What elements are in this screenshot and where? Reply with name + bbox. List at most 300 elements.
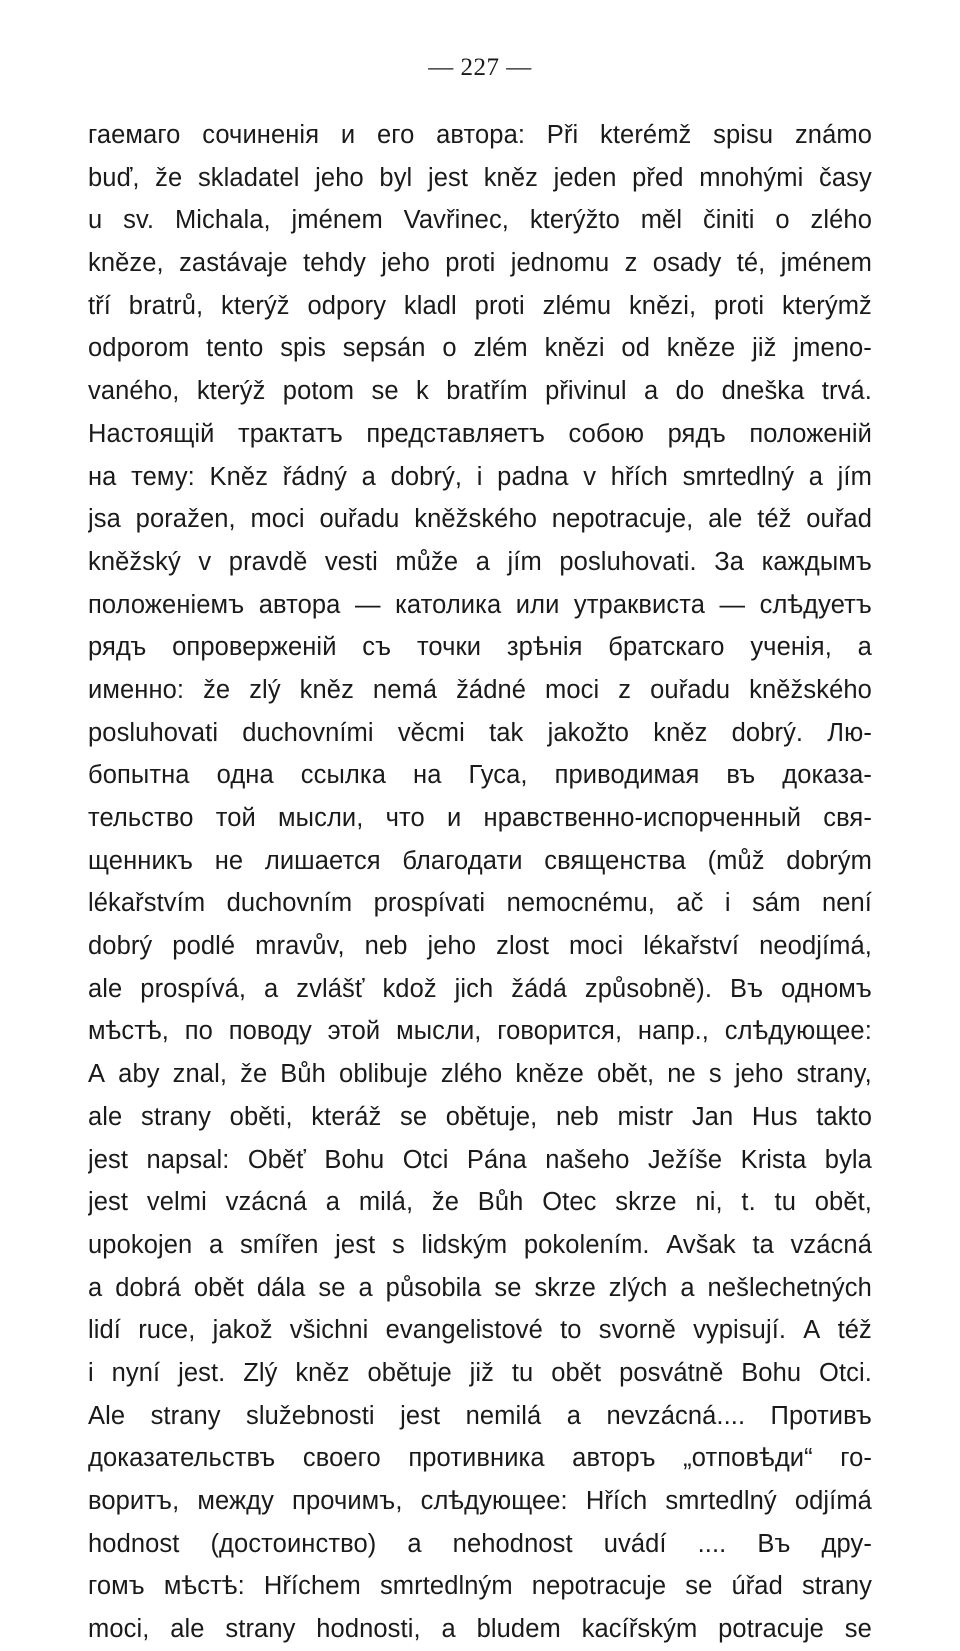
word: этой xyxy=(327,1017,381,1046)
word: t. xyxy=(741,1188,756,1217)
text-line xyxy=(88,1139,872,1182)
word: tu xyxy=(774,1188,797,1217)
word: též xyxy=(757,505,792,534)
word: ouřadu xyxy=(650,675,731,704)
word: lékařství xyxy=(643,932,740,961)
word: благодати xyxy=(402,846,523,875)
word: говорится, xyxy=(497,1017,623,1046)
word: щенникъ xyxy=(88,846,194,875)
word: obět xyxy=(193,1273,244,1302)
word: Michala, xyxy=(174,206,271,235)
word: svorně xyxy=(598,1316,676,1345)
word: nevzácná.... xyxy=(606,1401,746,1430)
word: a xyxy=(325,1188,341,1217)
word: слѣдуетъ xyxy=(759,590,872,619)
text-line xyxy=(88,1010,872,1053)
word: i xyxy=(724,889,731,918)
text-line xyxy=(88,840,872,883)
word: nemá xyxy=(372,675,438,704)
page-number: — 227 — xyxy=(428,54,532,81)
word: автора: xyxy=(436,121,526,149)
word: ouřadu xyxy=(319,505,400,534)
word: ale xyxy=(170,1615,205,1644)
word: Въ xyxy=(730,974,764,1003)
text-line xyxy=(88,1352,872,1395)
word: s xyxy=(391,1230,405,1259)
text-line xyxy=(88,1224,872,1267)
word: smrtedlným xyxy=(379,1572,513,1601)
word: положеній xyxy=(749,419,872,448)
word: jeden xyxy=(553,163,617,192)
word: Bohu xyxy=(324,1145,385,1174)
word: tehdy xyxy=(303,249,366,278)
word: jím xyxy=(507,547,542,576)
word: že xyxy=(203,675,231,704)
word: рядъ xyxy=(88,633,147,662)
word: мысли, xyxy=(396,1017,482,1046)
word: neb xyxy=(364,932,408,961)
word: A xyxy=(803,1316,821,1345)
word: v xyxy=(583,462,597,491)
word: mistr xyxy=(617,1102,674,1131)
word: zlému xyxy=(542,291,612,320)
word: i xyxy=(476,462,483,491)
word: sám xyxy=(752,889,801,918)
word: За xyxy=(714,547,745,576)
word: jeho xyxy=(734,1060,784,1089)
word: Avšak xyxy=(666,1230,736,1259)
word: a xyxy=(407,1529,422,1558)
text-line xyxy=(88,669,872,712)
word: ученія, xyxy=(750,633,832,662)
word: a xyxy=(361,462,376,491)
word: kterýž xyxy=(221,291,290,320)
text-line xyxy=(88,1523,872,1566)
word: приводимая xyxy=(554,761,700,790)
word: священства xyxy=(544,846,686,875)
word: neodjímá, xyxy=(759,932,872,961)
word: kněz xyxy=(483,163,538,192)
word: ouřad xyxy=(806,505,872,534)
word: oběti, xyxy=(229,1102,293,1131)
word: byla xyxy=(824,1145,872,1174)
word: a xyxy=(566,1401,582,1430)
word: není xyxy=(821,889,872,918)
word: kněz xyxy=(299,675,354,704)
word: úřad xyxy=(731,1572,783,1601)
word: uvádí xyxy=(603,1529,667,1558)
word: kteráž xyxy=(311,1102,382,1131)
word: Při xyxy=(546,121,579,149)
word: strany xyxy=(225,1615,296,1644)
text-line xyxy=(88,498,872,541)
word: obět, xyxy=(596,1060,655,1089)
word: въ xyxy=(726,761,756,790)
word: strany xyxy=(801,1572,872,1601)
word: dobrý xyxy=(88,932,153,961)
word: milá, xyxy=(358,1188,414,1217)
word: трактатъ xyxy=(237,419,343,448)
word: zlého xyxy=(440,1060,503,1089)
word: утраквиста xyxy=(573,590,705,619)
word: se xyxy=(318,1273,346,1302)
word: го- xyxy=(840,1444,872,1473)
word: vaného, xyxy=(88,377,180,406)
word: nepotracuje xyxy=(531,1572,667,1601)
word: posluhovati xyxy=(88,718,219,747)
word: žádá xyxy=(511,974,567,1003)
word: дру- xyxy=(821,1529,872,1558)
word: Jan xyxy=(691,1102,734,1131)
word: доказательствъ xyxy=(88,1444,276,1473)
word: jest xyxy=(88,1188,129,1217)
word: měl xyxy=(640,206,683,235)
word: Противъ xyxy=(770,1401,872,1430)
text-line xyxy=(88,712,872,755)
word: a xyxy=(644,377,659,406)
word: padna xyxy=(497,462,569,491)
word: posvátně xyxy=(619,1358,724,1387)
text-line xyxy=(88,1053,872,1096)
word: hodnost xyxy=(88,1529,180,1558)
word: jakožto xyxy=(547,718,630,747)
word: že xyxy=(240,1060,268,1089)
text-line xyxy=(88,157,872,200)
word: одна xyxy=(216,761,274,790)
word: zastávaje xyxy=(179,249,288,278)
word: автора xyxy=(258,590,341,619)
word: knězi, xyxy=(628,291,697,320)
word: moci xyxy=(250,505,305,534)
word: одномъ xyxy=(781,974,872,1003)
word: obětuje xyxy=(367,1358,452,1387)
word: dobrá xyxy=(115,1273,181,1302)
word: vzácná xyxy=(790,1230,872,1259)
word: tak xyxy=(489,718,524,747)
word: napsal: xyxy=(146,1145,230,1174)
word: to xyxy=(560,1316,582,1345)
text-line xyxy=(88,626,872,669)
word: Ale xyxy=(88,1401,126,1430)
text-line xyxy=(88,882,872,925)
word: слѣдующее: xyxy=(420,1487,568,1515)
word: kněze, xyxy=(88,249,164,278)
word: Krista xyxy=(740,1145,807,1174)
word: — xyxy=(354,590,381,619)
word: jest xyxy=(400,1401,441,1430)
word: aby xyxy=(118,1060,160,1089)
word: duchovními xyxy=(242,718,374,747)
text-line xyxy=(88,199,872,242)
text-line xyxy=(88,1480,872,1523)
word: тему: xyxy=(131,462,195,491)
word: služebnosti xyxy=(246,1401,375,1430)
word: přivinul xyxy=(545,377,627,406)
word: Bůh xyxy=(280,1060,326,1089)
word: do xyxy=(675,377,705,406)
word: podlé xyxy=(172,932,236,961)
word: evangelistové xyxy=(385,1316,543,1345)
word: mnohými xyxy=(699,163,804,192)
word: ale xyxy=(88,974,123,1003)
word: Kněz xyxy=(209,462,269,491)
word: по xyxy=(184,1017,213,1046)
word: tu xyxy=(511,1358,534,1387)
word: strany xyxy=(140,1102,212,1131)
word: dneška xyxy=(721,377,805,406)
word: proti xyxy=(474,291,525,320)
text-line xyxy=(88,327,872,370)
word: prospívá, xyxy=(140,974,247,1003)
word: v xyxy=(198,547,212,576)
word: též xyxy=(837,1316,872,1345)
word: neb xyxy=(555,1102,599,1131)
word: se xyxy=(371,377,399,406)
word: между xyxy=(197,1487,274,1515)
word: že xyxy=(155,163,183,192)
word: časy xyxy=(819,163,872,192)
word: jím xyxy=(837,462,872,491)
word: (достоинство) xyxy=(210,1529,377,1558)
word: dála xyxy=(256,1273,306,1302)
text-line xyxy=(88,1267,872,1310)
word: kněze xyxy=(515,1060,584,1089)
word: tento xyxy=(206,334,264,363)
word: takto xyxy=(816,1102,872,1131)
word: jménem xyxy=(291,206,383,235)
word: o xyxy=(775,206,790,235)
word: рядъ xyxy=(667,419,726,448)
word: jeho xyxy=(381,249,430,278)
word: již xyxy=(752,334,777,363)
word: smířen xyxy=(239,1230,319,1259)
word: činiti xyxy=(702,206,755,235)
word: obět xyxy=(551,1358,602,1387)
word: nemilá xyxy=(465,1401,542,1430)
word: zlých xyxy=(608,1273,668,1302)
word: potracuje xyxy=(718,1615,824,1644)
word: a xyxy=(475,547,490,576)
word: слѣдующее: xyxy=(724,1017,872,1046)
word: sv. xyxy=(123,206,155,235)
word: kněz xyxy=(653,718,708,747)
word: zlý xyxy=(249,675,281,704)
text-line xyxy=(88,1395,872,1438)
word: (můž xyxy=(707,846,765,875)
word: způsobně). xyxy=(584,974,713,1003)
word: spisu xyxy=(713,121,774,149)
word: его xyxy=(376,121,415,149)
word: se xyxy=(685,1572,713,1601)
word: каждымъ xyxy=(761,547,872,576)
word: a xyxy=(264,974,279,1003)
text-line xyxy=(88,541,872,584)
word: a xyxy=(88,1273,103,1302)
word: kacířským xyxy=(581,1615,698,1644)
word: лишается xyxy=(264,846,381,875)
word: proti xyxy=(714,291,765,320)
word: сочиненія xyxy=(202,121,320,149)
word: бопытна xyxy=(88,761,190,790)
word: odpory xyxy=(307,291,387,320)
word: .... xyxy=(697,1529,727,1558)
word: zlost xyxy=(496,932,550,961)
word: Гуса, xyxy=(468,761,528,790)
word: všichni xyxy=(289,1316,369,1345)
word: znal, xyxy=(172,1060,228,1089)
word: ссылка xyxy=(300,761,386,790)
text-line xyxy=(88,925,872,968)
word: именно: xyxy=(88,675,185,704)
word: byl xyxy=(379,163,413,192)
word: se xyxy=(844,1615,872,1644)
word: obět, xyxy=(814,1188,872,1217)
word: Bůh xyxy=(477,1188,524,1217)
word: odjímá xyxy=(794,1487,872,1515)
word: kněz xyxy=(295,1358,350,1387)
word: nyní xyxy=(111,1358,161,1387)
word: zvlášť xyxy=(296,974,365,1003)
word: а xyxy=(857,633,872,662)
text-line xyxy=(88,114,872,157)
text-line xyxy=(88,584,872,627)
word: kterýž xyxy=(196,377,266,406)
word: bratrů, xyxy=(128,291,204,320)
word: dobrý, xyxy=(390,462,463,491)
text-line xyxy=(88,1181,872,1224)
word: Otci. xyxy=(819,1358,872,1387)
word: kněžského xyxy=(414,505,538,534)
word: bludem xyxy=(476,1615,561,1644)
text-line xyxy=(88,1565,872,1608)
word: spis xyxy=(280,334,326,363)
word: Лю- xyxy=(827,718,872,747)
word: противника xyxy=(408,1444,545,1473)
word: мѣстѣ: xyxy=(163,1572,245,1601)
word: vypisují. xyxy=(693,1316,787,1345)
word: и xyxy=(340,121,356,149)
word: точки xyxy=(416,633,482,662)
word: kladl xyxy=(403,291,457,320)
word: Hřích xyxy=(585,1487,648,1515)
word: pokolením. xyxy=(523,1230,650,1259)
word: sepsán xyxy=(342,334,426,363)
word: a xyxy=(358,1273,373,1302)
word: mravův, xyxy=(255,932,345,961)
word: kněze xyxy=(666,334,736,363)
word: že xyxy=(431,1188,460,1217)
word: obětuje, xyxy=(445,1102,538,1131)
word: již xyxy=(469,1358,495,1387)
word: s xyxy=(708,1060,722,1089)
word: Oběť xyxy=(247,1145,306,1174)
word: ta xyxy=(752,1230,774,1259)
word: potom xyxy=(282,377,355,406)
word: A xyxy=(88,1060,106,1089)
word: доказа- xyxy=(782,761,872,790)
text-line xyxy=(88,413,872,456)
word: dobrý. xyxy=(731,718,804,747)
word: působila xyxy=(385,1273,482,1302)
word: jich xyxy=(454,974,494,1003)
word: buď, xyxy=(88,163,140,192)
word: a xyxy=(441,1615,456,1644)
word: prospívati xyxy=(373,889,486,918)
word: Ježíše xyxy=(647,1145,723,1174)
word: bratřím xyxy=(446,377,528,406)
word: Hus xyxy=(751,1102,798,1131)
word: pravdě xyxy=(228,547,308,576)
word: oblibuje xyxy=(339,1060,428,1089)
word: на xyxy=(413,761,442,790)
word: поводу xyxy=(228,1017,312,1046)
word: своего xyxy=(302,1444,381,1473)
word: братскаго xyxy=(608,633,725,662)
word: od xyxy=(621,334,650,363)
word: на xyxy=(88,462,117,491)
word: osady xyxy=(652,249,722,278)
word: k xyxy=(416,377,429,406)
word: nemocnému, xyxy=(506,889,655,918)
word: ale xyxy=(88,1102,123,1131)
word: nepotracuje, xyxy=(551,505,694,534)
text-line xyxy=(88,242,872,285)
word: jmeno- xyxy=(793,334,872,363)
word: upokojen xyxy=(88,1230,193,1259)
word: zlém xyxy=(473,334,528,363)
word: lidským xyxy=(421,1230,508,1259)
word: Въ xyxy=(757,1529,791,1558)
word: мысли, xyxy=(278,804,364,832)
word: положеніемъ xyxy=(88,590,245,619)
word: se xyxy=(494,1273,522,1302)
text-line xyxy=(88,1309,872,1352)
word: duchovním xyxy=(226,889,353,918)
word: свя- xyxy=(823,804,872,832)
word: odporom xyxy=(88,334,190,363)
word: smrtedlný xyxy=(682,462,795,491)
text-line xyxy=(88,1608,872,1651)
word: lékařstvím xyxy=(88,889,206,918)
word: hřích xyxy=(610,462,668,491)
text-line xyxy=(88,968,872,1011)
word: a xyxy=(208,1230,224,1259)
word: Zlý xyxy=(243,1358,278,1387)
word: той xyxy=(215,804,256,832)
word: jeho xyxy=(315,163,364,192)
word: Otci xyxy=(402,1145,449,1174)
word: католика xyxy=(395,590,502,619)
word: z xyxy=(624,249,638,278)
word: или xyxy=(515,590,560,619)
body-text xyxy=(88,114,872,1651)
word: kněžský xyxy=(88,547,181,576)
word: se xyxy=(399,1102,428,1131)
word: ne xyxy=(667,1060,696,1089)
word: řádný xyxy=(282,462,347,491)
word: žádné xyxy=(456,675,527,704)
word: зрѣнія xyxy=(506,633,583,662)
word: jsa xyxy=(88,505,121,534)
word: smrtedlný xyxy=(665,1487,777,1515)
text-line xyxy=(88,1437,872,1480)
word: Vavřinec, xyxy=(403,206,509,235)
word: dobrým xyxy=(786,846,872,875)
word: представляетъ xyxy=(366,419,546,448)
word: воритъ, xyxy=(88,1487,180,1515)
word: hodnosti, xyxy=(316,1615,421,1644)
word: u xyxy=(88,206,103,235)
